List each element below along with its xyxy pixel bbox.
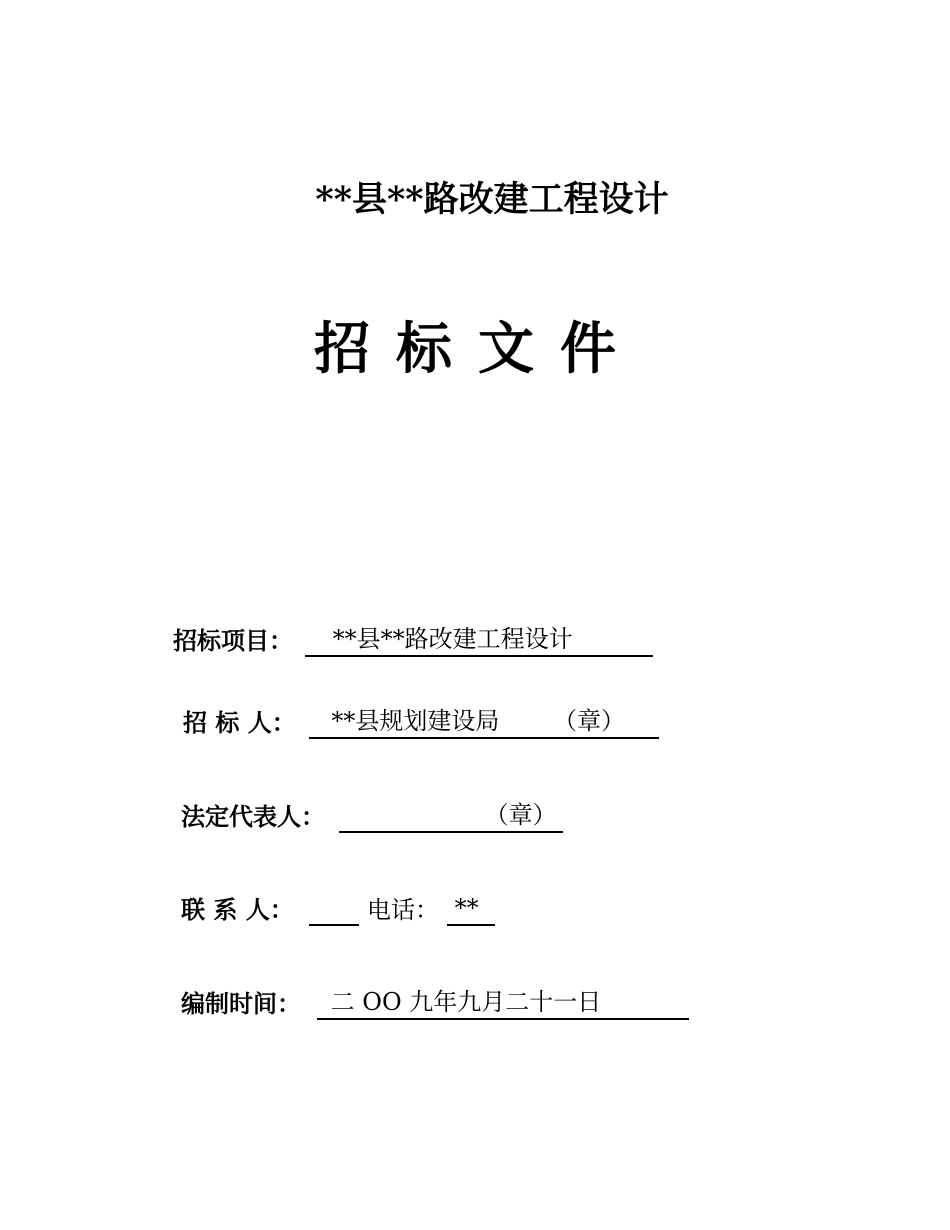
phone-underline [447, 893, 495, 926]
date-value: 二 OO 九年九月二十一日 [330, 988, 602, 1016]
project-title: **县**路改建工程设计 [315, 179, 669, 220]
tenderer-label: 招 标 人： [183, 708, 296, 737]
phone-value: ** [454, 894, 479, 922]
project-underline [305, 624, 653, 657]
tenderer-value: **县规划建设局 [331, 707, 500, 735]
contact-label: 联 系 人： [181, 895, 294, 924]
date-underline [317, 987, 689, 1020]
field-legal-rep [181, 800, 563, 833]
tenderer-seal: （章） [553, 707, 625, 735]
legal-rep-underline [339, 800, 563, 833]
field-date [181, 987, 689, 1020]
phone-label: 电话： [367, 896, 439, 924]
tenderer-underline [309, 706, 659, 739]
document-title: 招标文件 [314, 316, 642, 382]
field-contact [181, 893, 495, 926]
date-label: 编制时间： [181, 989, 301, 1018]
contact-name-underline [309, 893, 359, 926]
project-label: 招标项目： [173, 626, 293, 655]
project-value: **县**路改建工程设计 [332, 625, 573, 653]
field-project [173, 624, 653, 657]
legal-rep-label: 法定代表人： [181, 802, 325, 831]
field-tenderer [183, 706, 659, 739]
legal-rep-seal: （章） [484, 801, 557, 829]
